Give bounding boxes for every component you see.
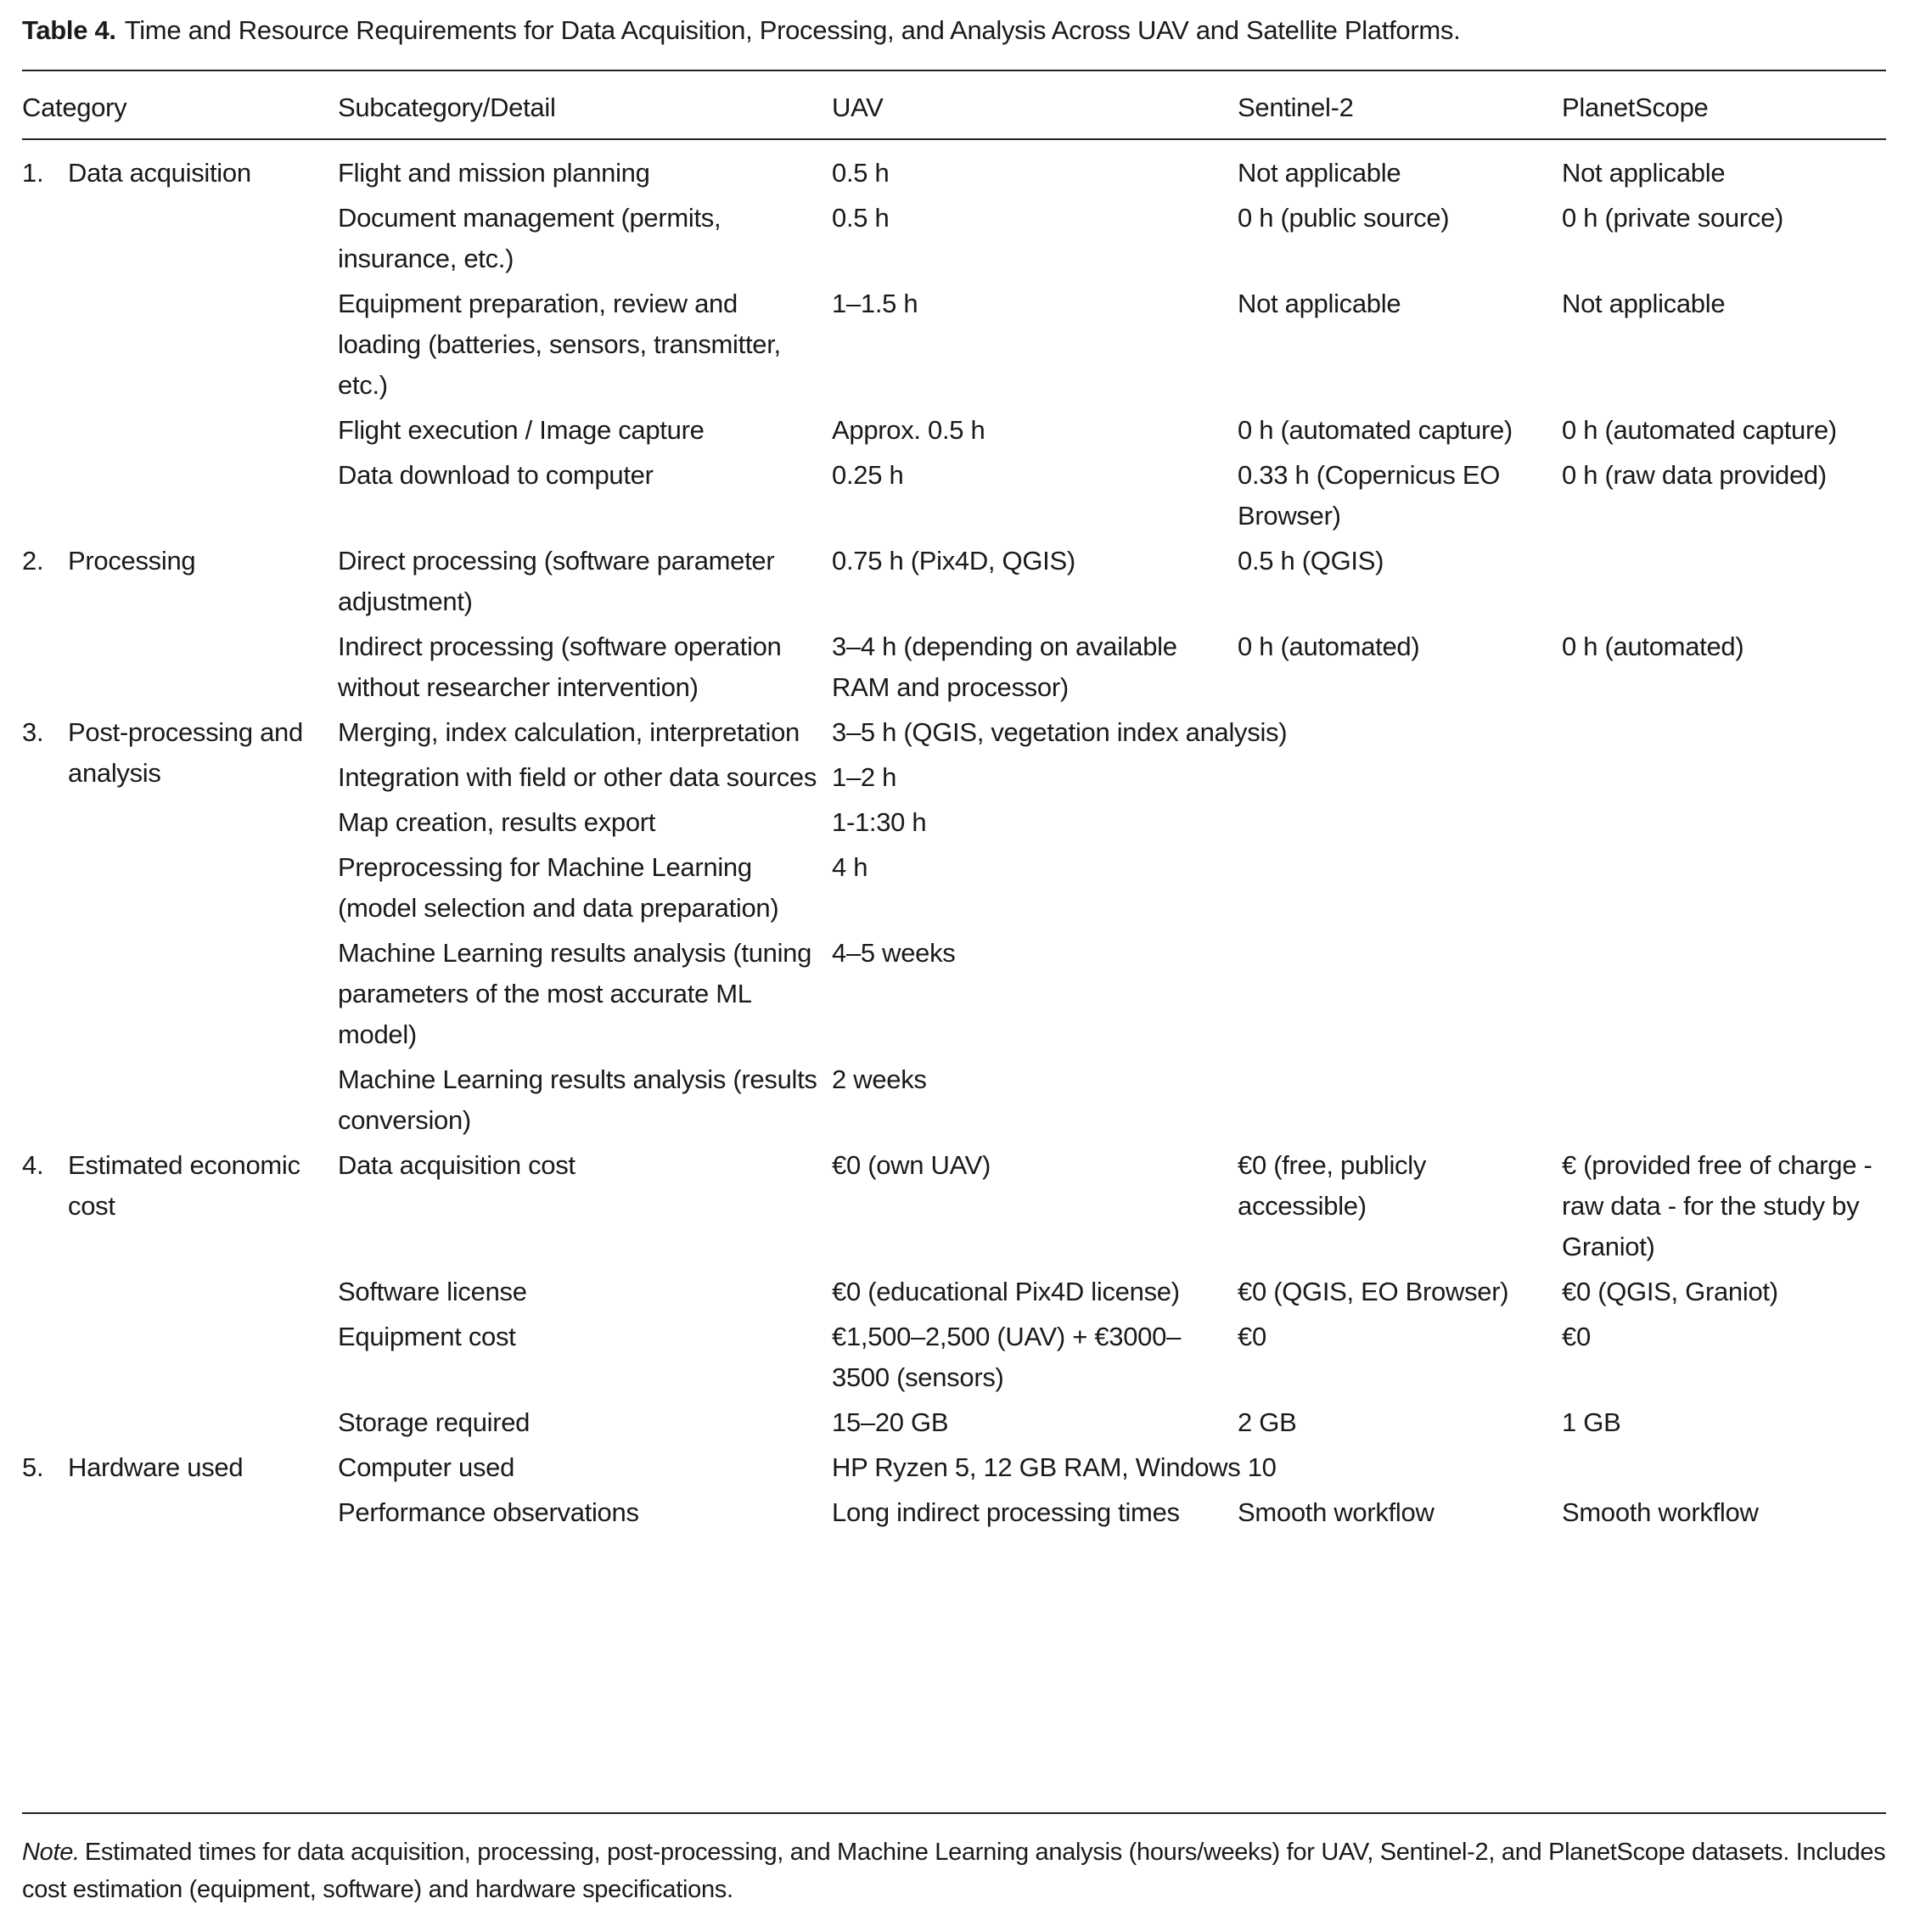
- table-title: Time and Resource Requirements for Data Acquisition, Processing, and Analysis Across UAV and Satellite Platforms.: [124, 15, 1461, 45]
- subcategory-cell: Document management (permits, insurance, etc.): [338, 203, 721, 273]
- uav-cell: 1–1.5 h: [832, 289, 918, 318]
- uav-span-cell: 2 weeks: [832, 1064, 927, 1094]
- planetscope-cell: 0 h (automated): [1562, 632, 1744, 661]
- subcategory-cell: Data acquisition cost: [338, 1150, 576, 1180]
- table-row: [22, 712, 1886, 757]
- header-subcategory: Subcategory/Detail: [338, 93, 556, 122]
- category: [22, 712, 329, 794]
- subcategory-cell: Machine Learning results analysis (results conversion): [338, 1064, 817, 1135]
- uav-span-cell: 1–2 h: [832, 762, 897, 792]
- category-cell: [22, 541, 338, 712]
- subcategory-cell: Map creation, results export: [338, 807, 656, 837]
- category-label: Estimated economic cost: [68, 1150, 300, 1221]
- category-number: 3.: [22, 717, 44, 747]
- planetscope-cell: 0 h (automated capture): [1562, 415, 1837, 445]
- table-row: [22, 138, 1886, 198]
- subcategory-cell: Software license: [338, 1277, 527, 1306]
- uav-cell: €0 (own UAV): [832, 1150, 991, 1180]
- table-note: [22, 1834, 1886, 1908]
- sentinel2-cell: 0.33 h (Copernicus EO Browser): [1238, 460, 1501, 531]
- subcategory-cell: Flight execution / Image capture: [338, 415, 705, 445]
- subcategory-cell: Data download to computer: [338, 460, 654, 490]
- uav-span-cell: 1-1:30 h: [832, 807, 927, 837]
- uav-span-cell: 4–5 weeks: [832, 938, 956, 968]
- uav-cell: Approx. 0.5 h: [832, 415, 985, 445]
- subcategory-cell: Performance observations: [338, 1497, 639, 1527]
- table-caption: [22, 15, 1460, 46]
- category-label: Processing: [68, 546, 196, 576]
- category-label: Hardware used: [68, 1452, 244, 1482]
- uav-cell: €1,500–2,500 (UAV) + €3000–3500 (sensors): [832, 1322, 1182, 1392]
- planetscope-cell: 0 h (raw data provided): [1562, 460, 1827, 490]
- header-planetscope: PlanetScope: [1562, 93, 1709, 122]
- uav-cell: 3–4 h (depending on available RAM and processor): [832, 632, 1177, 702]
- table-row: [22, 541, 1886, 626]
- sentinel2-cell: 0.5 h (QGIS): [1238, 546, 1384, 576]
- table-row: [22, 1145, 1886, 1272]
- sentinel2-cell: Not applicable: [1238, 158, 1401, 188]
- category: [22, 1145, 329, 1227]
- uav-cell: 0.5 h: [832, 158, 890, 188]
- uav-cell: Long indirect processing times: [832, 1497, 1180, 1527]
- uav-cell: 0.5 h: [832, 203, 890, 233]
- sentinel2-cell: Not applicable: [1238, 289, 1401, 318]
- planetscope-cell: 1 GB: [1562, 1407, 1621, 1437]
- note-label: Note.: [22, 1839, 80, 1866]
- category-cell: [22, 138, 338, 541]
- uav-cell: 0.75 h (Pix4D, QGIS): [832, 546, 1075, 576]
- sentinel2-cell: 0 h (public source): [1238, 203, 1450, 233]
- sentinel2-cell: 2 GB: [1238, 1407, 1297, 1437]
- planetscope-cell: Not applicable: [1562, 289, 1726, 318]
- subcategory-cell: Storage required: [338, 1407, 531, 1437]
- planetscope-cell: €0: [1562, 1322, 1591, 1351]
- sentinel2-cell: Smooth workflow: [1238, 1497, 1435, 1527]
- category-label: Data acquisition: [68, 158, 251, 188]
- category-number: 4.: [22, 1150, 44, 1180]
- header-sentinel2: Sentinel-2: [1238, 93, 1354, 122]
- header-uav: UAV: [832, 93, 884, 122]
- category-number: 2.: [22, 546, 44, 576]
- planetscope-cell: € (provided free of charge - raw data - for the study by Graniot): [1562, 1150, 1873, 1261]
- category-cell: [22, 712, 338, 1145]
- uav-cell: 15–20 GB: [832, 1407, 949, 1437]
- planetscope-cell: Smooth workflow: [1562, 1497, 1759, 1527]
- subcategory-cell: Equipment preparation, review and loading (batteries, sensors, transmitter, etc.): [338, 289, 781, 400]
- planetscope-cell: Not applicable: [1562, 158, 1726, 188]
- uav-span-cell: HP Ryzen 5, 12 GB RAM, Windows 10: [832, 1452, 1277, 1482]
- category-cell: [22, 1447, 338, 1537]
- sentinel2-cell: 0 h (automated capture): [1238, 415, 1513, 445]
- category-label: Post-processing and analysis: [68, 717, 303, 788]
- table-row: [22, 1447, 1886, 1492]
- sentinel2-cell: 0 h (automated): [1238, 632, 1420, 661]
- subcategory-cell: Integration with field or other data sources: [338, 762, 817, 792]
- category-number: 1.: [22, 158, 44, 188]
- bottom-rule: [22, 1812, 1886, 1814]
- subcategory-cell: Direct processing (software parameter adjustment): [338, 546, 775, 616]
- subcategory-cell: Preprocessing for Machine Learning (model selection and data preparation): [338, 852, 779, 923]
- note-text: Estimated times for data acquisition, processing, post-processing, and Machine Learning analysis (hours/weeks) for UAV, Sentinel-2, and PlanetScope datasets. Includes cost estimation (equipment, software) and hardware specifications.: [22, 1839, 1886, 1903]
- subcategory-cell: Computer used: [338, 1452, 515, 1482]
- subcategory-cell: Machine Learning results analysis (tuning parameters of the most accurate ML model): [338, 938, 812, 1049]
- category: [22, 153, 329, 194]
- subcategory-cell: Flight and mission planning: [338, 158, 650, 188]
- sentinel2-cell: €0 (free, publicly accessible): [1238, 1150, 1427, 1221]
- planetscope-cell: [1562, 541, 1886, 626]
- subcategory-cell: Indirect processing (software operation without researcher intervention): [338, 632, 782, 702]
- subcategory-cell: Merging, index calculation, interpretation: [338, 717, 800, 747]
- subcategory-cell: Equipment cost: [338, 1322, 516, 1351]
- category: [22, 1447, 329, 1488]
- sentinel2-cell: €0 (QGIS, EO Browser): [1238, 1277, 1509, 1306]
- category-number: 5.: [22, 1452, 44, 1482]
- table-body: [22, 138, 1886, 1537]
- category-cell: [22, 1145, 338, 1447]
- header-category: Category: [22, 93, 127, 122]
- sentinel2-cell: €0: [1238, 1322, 1266, 1351]
- planetscope-cell: 0 h (private source): [1562, 203, 1784, 233]
- category: [22, 541, 329, 581]
- top-rule: [22, 70, 1886, 71]
- uav-span-cell: 3–5 h (QGIS, vegetation index analysis): [832, 717, 1288, 747]
- uav-span-cell: 4 h: [832, 852, 868, 882]
- uav-cell: 0.25 h: [832, 460, 904, 490]
- requirements-table: [22, 78, 1886, 1537]
- planetscope-cell: €0 (QGIS, Graniot): [1562, 1277, 1778, 1306]
- table-label: Table 4.: [22, 15, 116, 45]
- header-row: [22, 78, 1886, 138]
- uav-cell: €0 (educational Pix4D license): [832, 1277, 1180, 1306]
